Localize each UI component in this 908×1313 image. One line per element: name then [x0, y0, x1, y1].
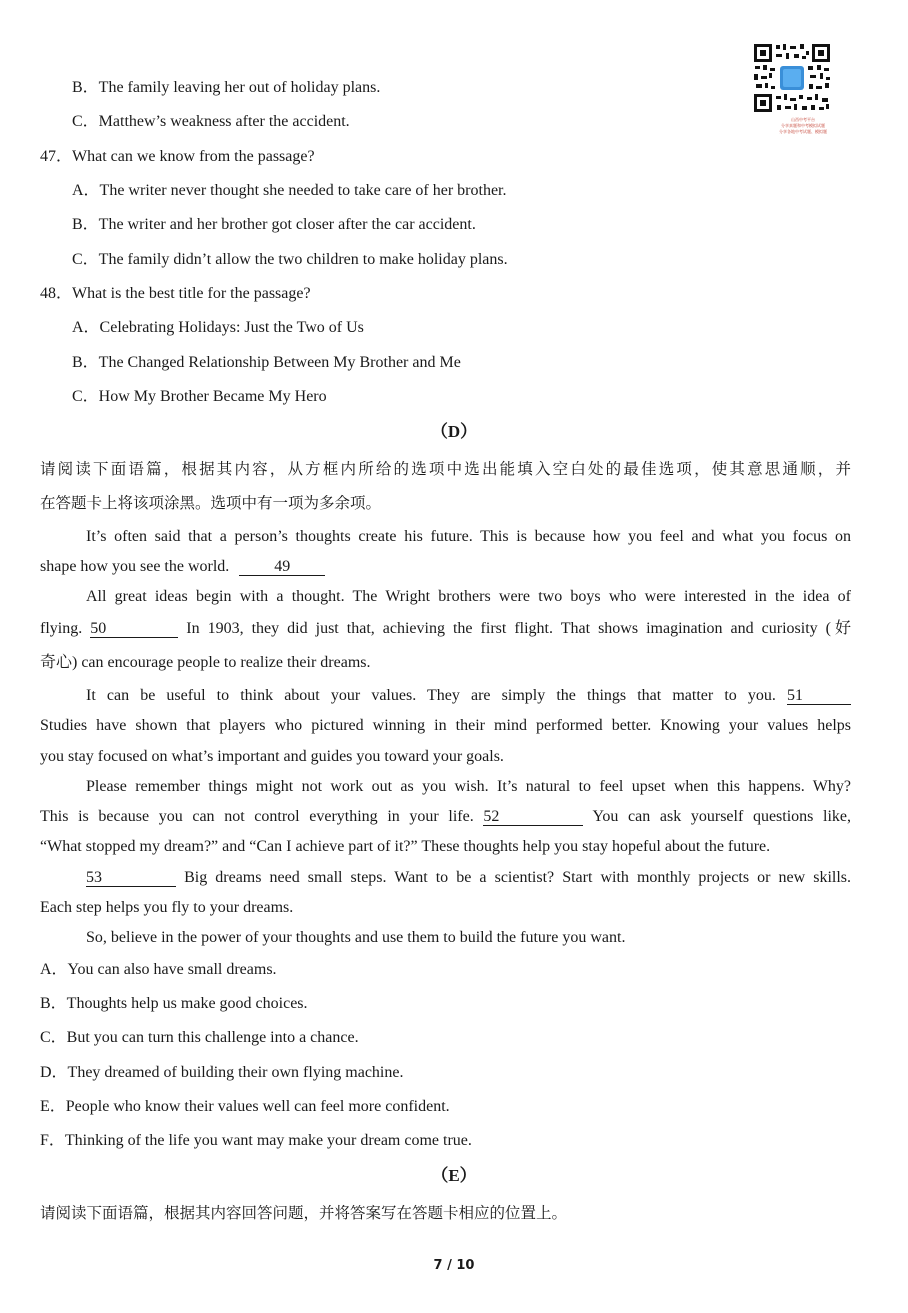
section-d-instruction-1: 请阅读下面语篇，根据其内容，从方框内所给的选项中选出能填入空白处的最佳选项，使其意思通顺，并: [40, 460, 851, 478]
q47-option-a: A．The writer never thought she needed to take care of her brother.: [72, 182, 507, 199]
para2-line3: 奇心) can encourage people to realize their dreams.: [40, 654, 371, 671]
blank-52[interactable]: 52: [483, 808, 583, 826]
para4-line3: “What stopped my dream?” and “Can I achieve part of it?” These thoughts help you stay hopeful about the future.: [40, 838, 771, 855]
para1-line1: It’s often said that a person’s thoughts create his future. This is because how you feel and what you focus on: [86, 528, 851, 545]
para5-line1: 53 Big dreams need small steps. Want to be a scientist? Start with monthly projects or new skills.: [86, 869, 852, 886]
blank-53[interactable]: 53: [86, 869, 176, 887]
para3-line3: you stay focused on what’s important and guides you toward your goals.: [40, 748, 504, 765]
q46-option-b: B．The family leaving her out of holiday plans.: [72, 79, 381, 96]
blank-51[interactable]: 51: [787, 687, 851, 705]
section-e-heading: （E）: [431, 1166, 477, 1185]
q48-stem: 48．What is the best title for the passage?: [40, 285, 311, 302]
para4-line1: Please remember things might not work out as you wish. It’s natural to feel upset when this happens. Why?: [86, 778, 851, 795]
option-e: E．People who know their values well can feel more confident.: [40, 1098, 450, 1115]
q47-stem: 47．What can we know from the passage?: [40, 148, 315, 165]
qr-caption-1: 山西中考平台: [791, 117, 815, 122]
q48-option-b: B．The Changed Relationship Between My Brother and Me: [72, 354, 461, 371]
option-c: C．But you can turn this challenge into a chance.: [40, 1029, 359, 1046]
para5-line2: Each step helps you fly to your dreams.: [40, 899, 294, 916]
section-d-instruction-2: 在答题卡上将该项涂黑。选项中有一项为多余项。: [40, 494, 382, 512]
para1-line2: shape how you see the world. 49: [40, 557, 325, 577]
blank-50[interactable]: 50: [90, 620, 178, 638]
qr-code-icon: [752, 42, 832, 114]
page-number: 7 / 10: [433, 1258, 475, 1273]
section-d-heading: （D）: [430, 422, 478, 441]
para2-line1: All great ideas begin with a thought. The Wright brothers were two boys who were interested in the idea of: [86, 588, 851, 605]
option-b: B．Thoughts help us make good choices.: [40, 995, 308, 1012]
blank-49[interactable]: 49: [239, 558, 325, 576]
option-f: F．Thinking of the life you want may make your dream come true.: [40, 1132, 472, 1149]
option-d: D．They dreamed of building their own flying machine.: [40, 1064, 404, 1081]
q46-option-c: C．Matthew’s weakness after the accident.: [72, 113, 350, 130]
qr-caption-2: 分享真题和中考模拟试题: [781, 123, 825, 128]
q48-option-c: C．How My Brother Became My Hero: [72, 388, 327, 405]
qr-caption-3: 分享各地中考试题、模拟题: [779, 129, 827, 134]
q47-option-b: B．The writer and her brother got closer after the car accident.: [72, 216, 476, 233]
para3-line1: It can be useful to think about your values. They are simply the things that matter to you. 51: [40, 686, 851, 706]
q48-option-a: A．Celebrating Holidays: Just the Two of Us: [72, 319, 364, 336]
para2-line2: flying. 50 In 1903, they did just that, achieving the first flight. That shows imagination and curiosity (好: [40, 620, 851, 637]
para3-line2: Studies have shown that players who pictured winning in their mind performed better. Knowing your values helps: [40, 717, 851, 734]
q47-option-c: C．The family didn’t allow the two children to make holiday plans.: [72, 251, 508, 268]
section-e-instruction: 请阅读下面语篇，根据其内容回答问题，并将答案写在答题卡相应的位置上。: [40, 1204, 568, 1222]
option-a: A．You can also have small dreams.: [40, 961, 277, 978]
para6: So, believe in the power of your thoughts and use them to build the future you want.: [86, 929, 626, 946]
para4-line2: This is because you can not control everything in your life. 52 You can ask yourself questions like,: [40, 808, 852, 825]
